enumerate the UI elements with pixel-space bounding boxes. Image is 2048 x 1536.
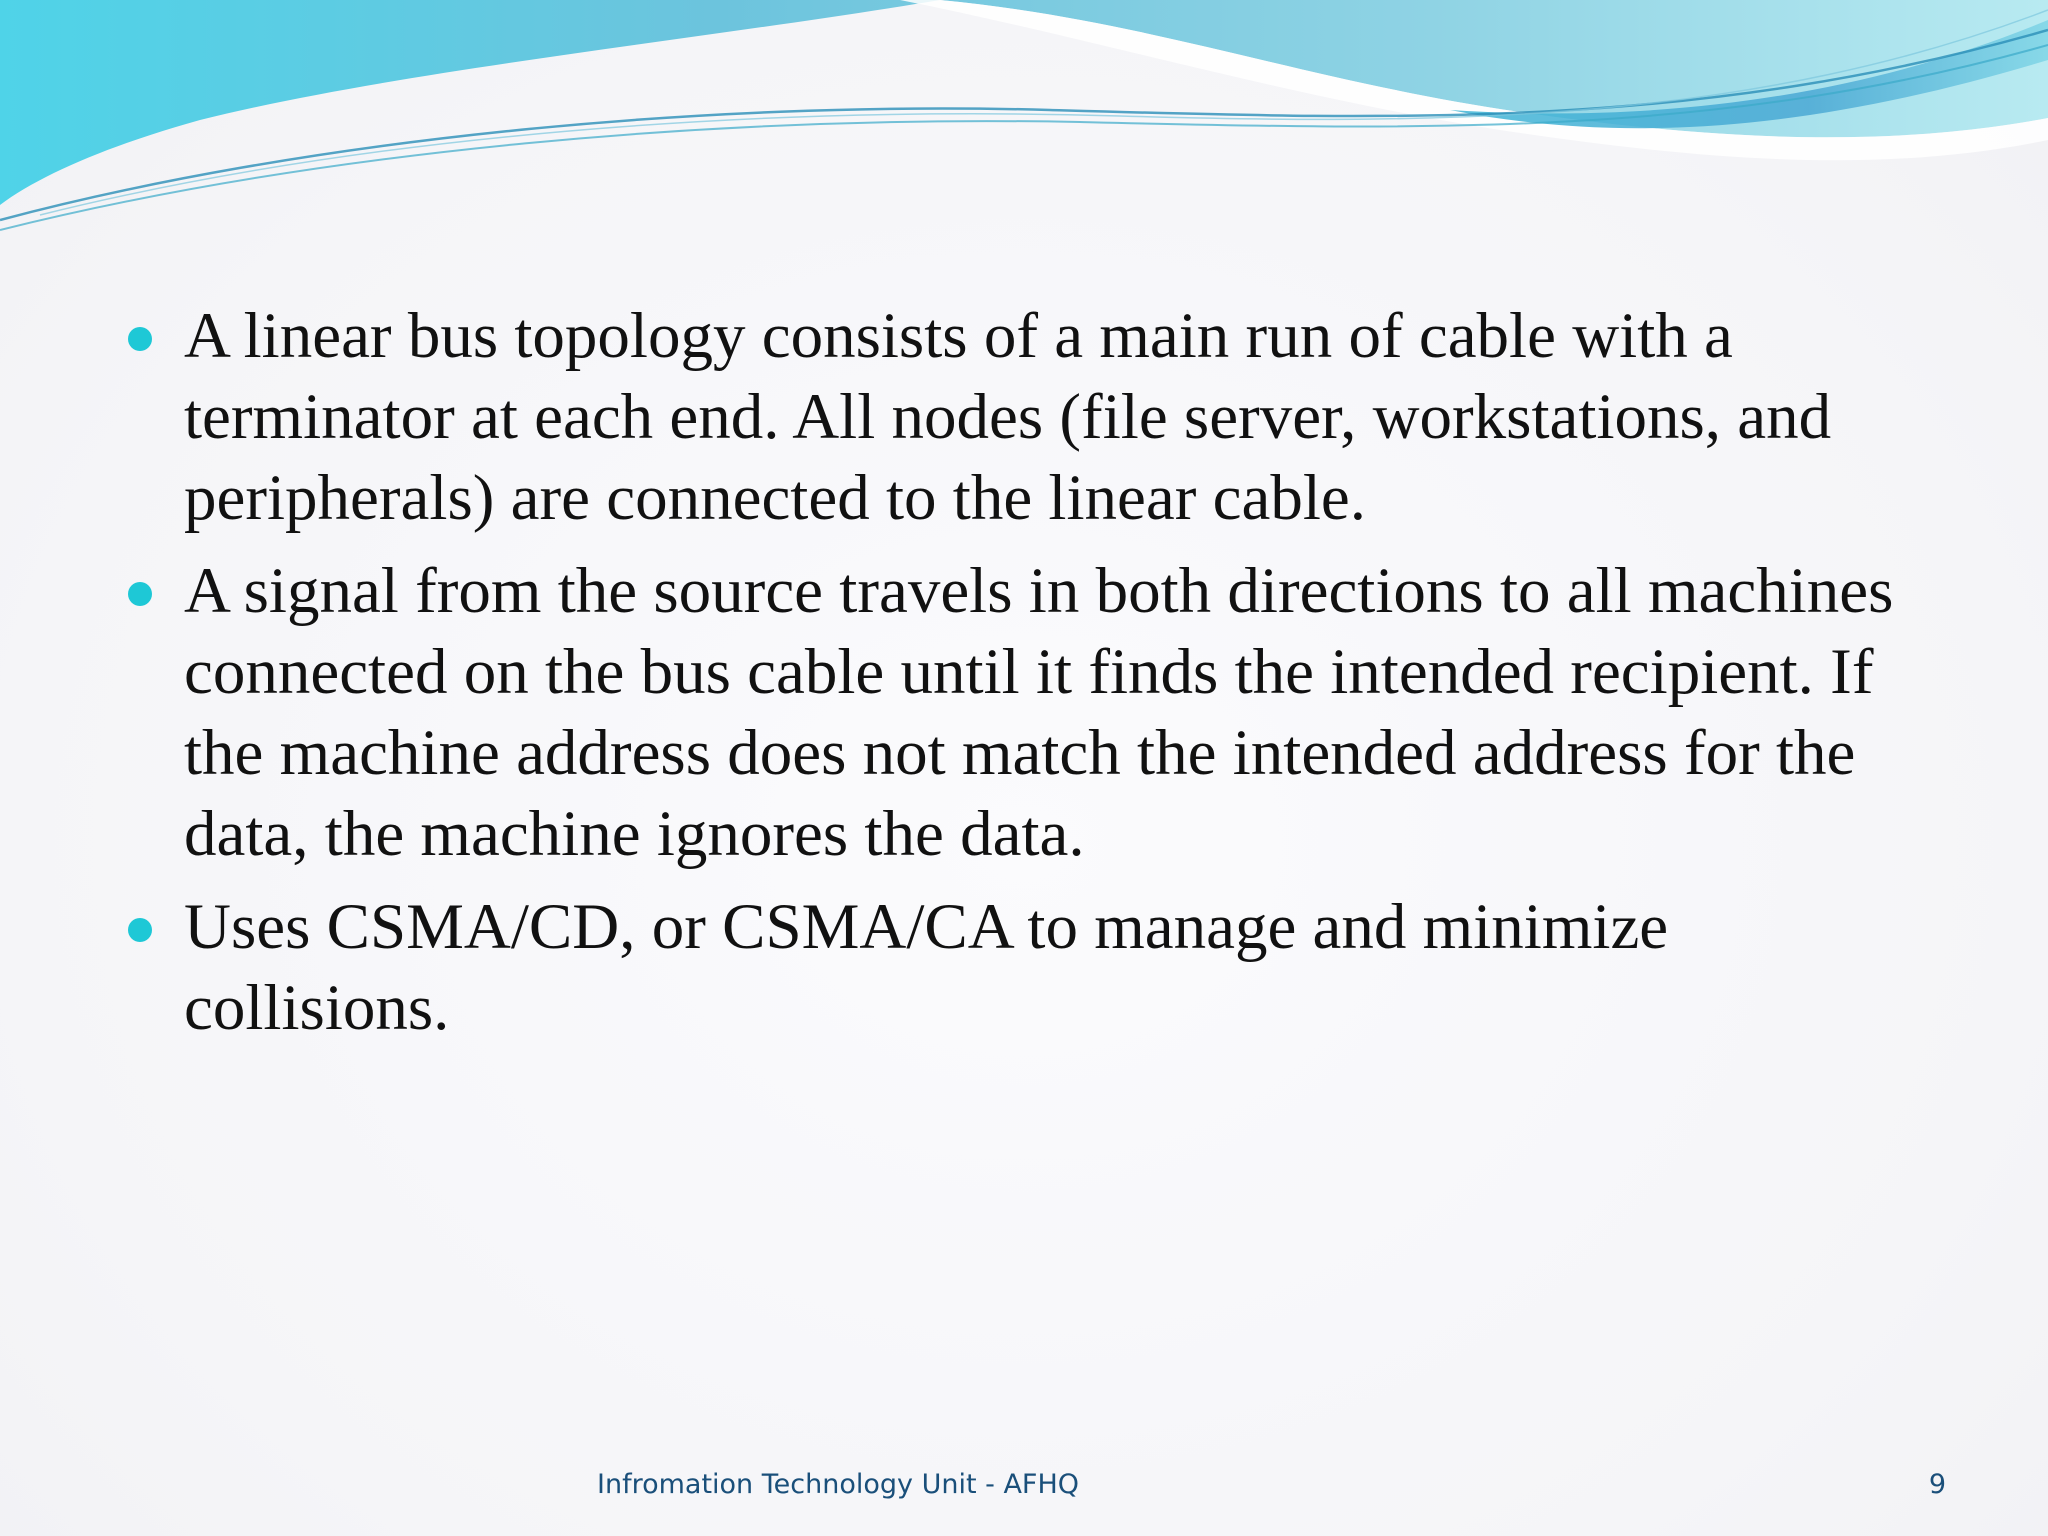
bullet-list: [128, 296, 1948, 1049]
bullet-item-2: [128, 551, 1948, 875]
bullet-text: Uses CSMA/CD, or CSMA/CA to manage and minimize collisions.: [184, 891, 1669, 1044]
wave-header-decoration: [0, 0, 2048, 240]
bullet-icon: [128, 582, 152, 606]
bullet-icon: [128, 327, 152, 351]
bullet-item-3: [128, 887, 1948, 1049]
bullet-text: A linear bus topology consists of a main run of cable with a terminator at each end. All nodes (file server, workstations, and peripherals) are connected to the linear cable.: [184, 300, 1832, 534]
slide-number: 9: [1928, 1469, 1946, 1500]
bullet-icon: [128, 918, 152, 942]
slide-body: [128, 296, 1948, 1061]
slide-footer: Infromation Technology Unit - AFHQ: [597, 1469, 1080, 1500]
bullet-item-1: [128, 296, 1948, 539]
bullet-text: A signal from the source travels in both directions to all machines connected on the bus cable until it finds the intended recipient. If the machine address does not match the intended address for the data, the machine ignores the data.: [184, 555, 1894, 870]
